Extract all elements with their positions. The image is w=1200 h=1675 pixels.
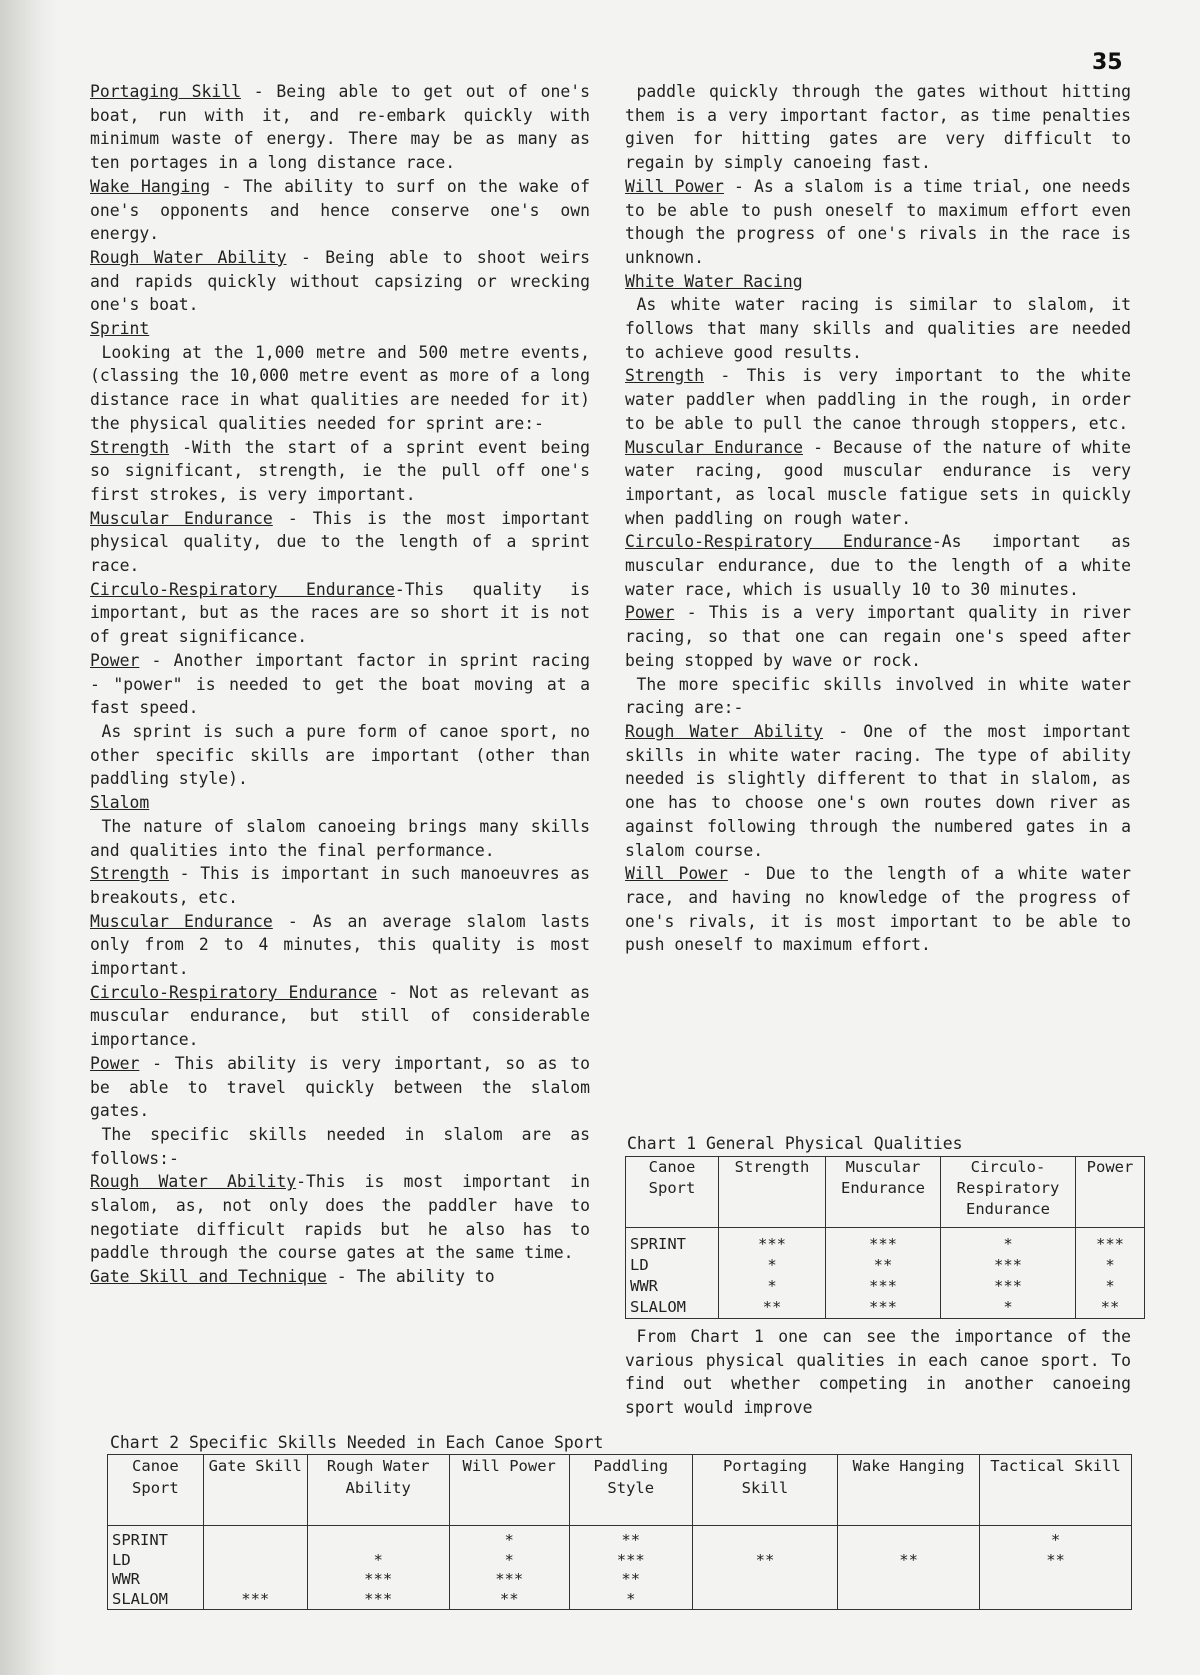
column-header: Gate Skill — [203, 1455, 307, 1526]
row-label: WWR — [626, 1276, 719, 1297]
rating-cell: ** — [719, 1297, 826, 1319]
paragraph-text: As white water racing is similar to slalom, it follows that many skills and qualities are needed to achieve good results. — [625, 295, 1131, 362]
chart2-table — [107, 1454, 1132, 1610]
right-column — [625, 80, 1131, 957]
paragraph — [90, 246, 590, 317]
paragraph — [625, 862, 1131, 957]
column-header: Paddling Style — [569, 1455, 692, 1526]
paragraph-heading: Strength — [90, 864, 169, 884]
paragraph-heading: Muscular Endurance — [90, 508, 273, 528]
rating-cell: * — [941, 1228, 1076, 1256]
paragraph-text: - As a slalom is a time trial, one needs to be able to push oneself to maximum effort even though the progress of one's rivals in the race is unknown. — [625, 176, 1131, 267]
row-label: SLALOM — [626, 1297, 719, 1319]
table-row — [626, 1228, 1145, 1256]
paragraph-text: The specific skills needed in slalom are as follows:- — [90, 1124, 590, 1168]
paragraph-text: - Another important factor in sprint racing - "power" is needed to get the boat moving at a fast speed. — [90, 650, 590, 718]
chart1-title: Chart 1 General Physical Qualities — [627, 1134, 963, 1153]
row-label: WWR — [108, 1570, 204, 1590]
left-column — [90, 80, 590, 1289]
rating-cell: *** — [826, 1228, 941, 1256]
table-row — [626, 1276, 1145, 1297]
section-heading: Slalom — [90, 793, 150, 813]
paragraph-text: - Being able to get out of one's boat, run with it, and re-embark quickly with minimum waste of energy. There may be as many as ten portages in a long distance race. — [90, 82, 590, 173]
paragraph — [90, 80, 590, 175]
rating-cell: * — [1076, 1255, 1145, 1276]
paragraph-heading: Power — [90, 1053, 140, 1073]
column-header: Muscular Endurance — [826, 1157, 941, 1228]
rating-cell — [203, 1570, 307, 1590]
paragraph — [625, 601, 1131, 672]
rating-cell: *** — [307, 1570, 449, 1590]
table-row — [626, 1255, 1145, 1276]
rating-cell: * — [569, 1590, 692, 1610]
rating-cell: *** — [941, 1255, 1076, 1276]
row-label: LD — [108, 1551, 204, 1571]
paragraph — [625, 436, 1131, 531]
paragraph-text: - This is a very important quality in river racing, so that one can regain one's speed after being stopped by wave or rock. — [625, 603, 1131, 670]
paragraph-text: -This quality is important, but as the races are so short it is not of great significance. — [90, 579, 591, 647]
paragraph-heading: Gate Skill and Technique — [90, 1267, 327, 1287]
paragraph — [90, 649, 590, 720]
paragraph-text: - This is very important to the white water paddler when paddling in the rough, in order to be able to pull the canoe through stoppers, etc. — [625, 366, 1131, 433]
paragraph-heading: Strength — [90, 437, 169, 457]
paragraph — [90, 507, 590, 578]
column-header: Rough Water Ability — [307, 1455, 449, 1526]
table-row — [108, 1551, 1132, 1571]
paragraph-text: - This ability is very important, so as to be able to travel quickly between the slalom gates. — [90, 1053, 590, 1121]
paragraph-text: - This is important in such manoeuvres as breakouts, etc. — [90, 864, 590, 907]
rating-cell: * — [941, 1297, 1076, 1319]
rating-cell: *** — [449, 1570, 569, 1590]
rating-cell: ** — [1076, 1297, 1145, 1319]
paragraph-text: - Due to the length of a white water race, and having no knowledge of the progress of one's rivals, it is most important to be able to push oneself to maximum effort. — [625, 864, 1131, 955]
rating-cell: *** — [826, 1297, 941, 1319]
row-label: SPRINT — [108, 1526, 204, 1551]
paragraph-text: -As important as muscular endurance, due to the length of a white water race, which is usually 10 to 30 minutes. — [625, 532, 1132, 599]
paragraph-text: paddle quickly through the gates without hitting them is a very important factor, as time penalties given for hitting gates are very difficult to regain by simply canoeing fast. — [625, 82, 1131, 173]
column-header: Canoe Sport — [626, 1157, 719, 1228]
column-header: Strength — [719, 1157, 826, 1228]
paragraph-text: - One of the most important skills in white water racing. The type of ability needed is slightly different to that in slalom, as one has to choose one's own routes down river as against following through the numbered gates in a slalom course. — [625, 721, 1131, 860]
rating-cell: * — [719, 1276, 826, 1297]
paragraph-heading: Circulo-Respiratory Endurance — [625, 532, 932, 552]
paragraph — [90, 815, 590, 862]
rating-cell: * — [307, 1551, 449, 1571]
paragraph-text: - The ability to surf on the wake of one's opponents and hence conserve one's own energy. — [90, 176, 590, 244]
paragraph — [625, 364, 1131, 435]
paragraph — [625, 673, 1131, 720]
rating-cell — [980, 1590, 1132, 1610]
paragraph — [625, 293, 1131, 364]
rating-cell — [692, 1526, 837, 1551]
rating-cell: ** — [692, 1551, 837, 1571]
paragraph-text: - This is the most important physical quality, due to the length of a sprint race. — [90, 508, 590, 576]
paragraph-heading: Wake Hanging — [90, 176, 211, 196]
rating-cell: ** — [980, 1551, 1132, 1571]
rating-cell: ** — [569, 1570, 692, 1590]
rating-cell: *** — [941, 1276, 1076, 1297]
paragraph — [625, 175, 1131, 270]
paragraph — [90, 436, 590, 507]
chart2-title: Chart 2 Specific Skills Needed in Each Canoe Sport — [110, 1433, 604, 1452]
paragraph-heading: Strength — [625, 366, 704, 386]
paragraph-text: -This is most important in slalom, as, not only does the paddler have to negotiate difficult rapids but he also has to paddle through the course gates at the same time. — [90, 1172, 590, 1263]
rating-cell: *** — [307, 1590, 449, 1610]
rating-cell — [692, 1570, 837, 1590]
rating-cell — [838, 1570, 980, 1590]
rating-cell — [203, 1526, 307, 1551]
rating-cell — [203, 1551, 307, 1571]
paragraph-heading: Power — [90, 650, 140, 670]
rating-cell — [307, 1526, 449, 1551]
table-row — [108, 1590, 1132, 1610]
rating-cell: *** — [826, 1276, 941, 1297]
paragraph — [90, 981, 590, 1052]
paragraph — [90, 1265, 590, 1289]
section-heading: Sprint — [90, 319, 150, 339]
paragraph-text: - The ability to — [326, 1267, 495, 1287]
paragraph — [90, 720, 590, 791]
column-header: Portaging Skill — [692, 1455, 837, 1526]
rating-cell: ** — [569, 1526, 692, 1551]
paragraph-heading: Power — [625, 603, 675, 623]
paragraph-text: The nature of slalom canoeing brings many skills and qualities into the final performance. — [90, 816, 590, 860]
rating-cell: * — [980, 1526, 1132, 1551]
rating-cell — [838, 1590, 980, 1610]
paragraph-text: -With the start of a sprint event being so significant, strength, ie the pull off one's first strokes, is very important. — [90, 437, 590, 504]
paragraph — [90, 1123, 590, 1170]
row-label: SLALOM — [108, 1590, 204, 1610]
paragraph-text: - Because of the nature of white water racing, good muscular endurance is very important, as local muscle fatigue sets in quickly when paddling on rough water. — [625, 437, 1131, 528]
row-label: SPRINT — [626, 1228, 719, 1256]
paragraph-text: Looking at the 1,000 metre and 500 metre events, (classing the 10,000 metre event as more of a long distance race in what qualities are needed for it) the physical qualities needed for sprint are:- — [90, 342, 590, 433]
paragraph — [90, 341, 590, 436]
paragraph-text: As sprint is such a pure form of canoe sport, no other specific skills are important (other than paddling style). — [90, 721, 590, 789]
paragraph — [90, 578, 590, 649]
rating-cell: * — [719, 1255, 826, 1276]
paragraph-heading: Rough Water Ability — [625, 721, 824, 741]
rating-cell: *** — [203, 1590, 307, 1610]
paragraph-heading: Muscular Endurance — [625, 437, 803, 457]
paragraph-heading: Will Power — [625, 176, 724, 196]
rating-cell — [838, 1526, 980, 1551]
paragraph — [90, 910, 590, 981]
paragraph-heading: Rough Water Ability — [90, 1172, 297, 1192]
row-label: LD — [626, 1255, 719, 1276]
paragraph — [90, 1170, 590, 1265]
paragraph — [90, 862, 590, 909]
rating-cell: * — [449, 1551, 569, 1571]
paragraph — [90, 1052, 590, 1123]
rating-cell: ** — [826, 1255, 941, 1276]
table-row — [108, 1526, 1132, 1551]
rating-cell: ** — [449, 1590, 569, 1610]
paragraph-heading: Circulo-Respiratory Endurance — [90, 579, 395, 599]
page-binding-shadow — [0, 0, 58, 1675]
after-chart1-paragraph — [625, 1325, 1131, 1420]
column-header: Tactical Skill — [980, 1455, 1132, 1526]
paragraph-heading: Portaging Skill — [90, 82, 241, 101]
paragraph-heading: Will Power — [625, 864, 728, 884]
paragraph-text: - Being able to shoot weirs and rapids quickly without capsizing or wrecking one's boat. — [90, 247, 590, 315]
rating-cell: *** — [569, 1551, 692, 1571]
rating-cell: * — [1076, 1276, 1145, 1297]
rating-cell: *** — [719, 1228, 826, 1256]
paragraph-heading: Circulo-Respiratory Endurance — [90, 982, 378, 1002]
chart1-table — [625, 1156, 1145, 1319]
paragraph-text: The more specific skills involved in white water racing are:- — [625, 674, 1131, 718]
paragraph: From Chart 1 one can see the importance of the various physical qualities in each canoe sport. To find out whether competing in another canoeing sport would improve — [625, 1327, 1131, 1418]
rating-cell: * — [449, 1526, 569, 1551]
paragraph — [625, 530, 1131, 601]
table-row — [108, 1570, 1132, 1590]
paragraph — [625, 720, 1131, 862]
rating-cell — [980, 1570, 1132, 1590]
column-header: Canoe Sport — [108, 1455, 204, 1526]
paragraph-heading: Rough Water Ability — [90, 247, 287, 267]
column-header: Circulo-Respiratory Endurance — [941, 1157, 1076, 1228]
rating-cell: *** — [1076, 1228, 1145, 1256]
rating-cell: ** — [838, 1551, 980, 1571]
section-heading: White Water Racing — [625, 271, 803, 291]
paragraph — [90, 175, 590, 246]
rating-cell — [692, 1590, 837, 1610]
paragraph-heading: Muscular Endurance — [90, 911, 273, 931]
paragraph — [625, 80, 1131, 175]
page-number: 35 — [1092, 50, 1123, 75]
paragraph-text: - As an average slalom lasts only from 2 to 4 minutes, this quality is most important. — [90, 911, 590, 979]
column-header: Power — [1076, 1157, 1145, 1228]
column-header: Wake Hanging — [838, 1455, 980, 1526]
table-row — [626, 1297, 1145, 1319]
paragraph-text: - Not as relevant as muscular endurance, but still of considerable importance. — [90, 982, 591, 1050]
column-header: Will Power — [449, 1455, 569, 1526]
